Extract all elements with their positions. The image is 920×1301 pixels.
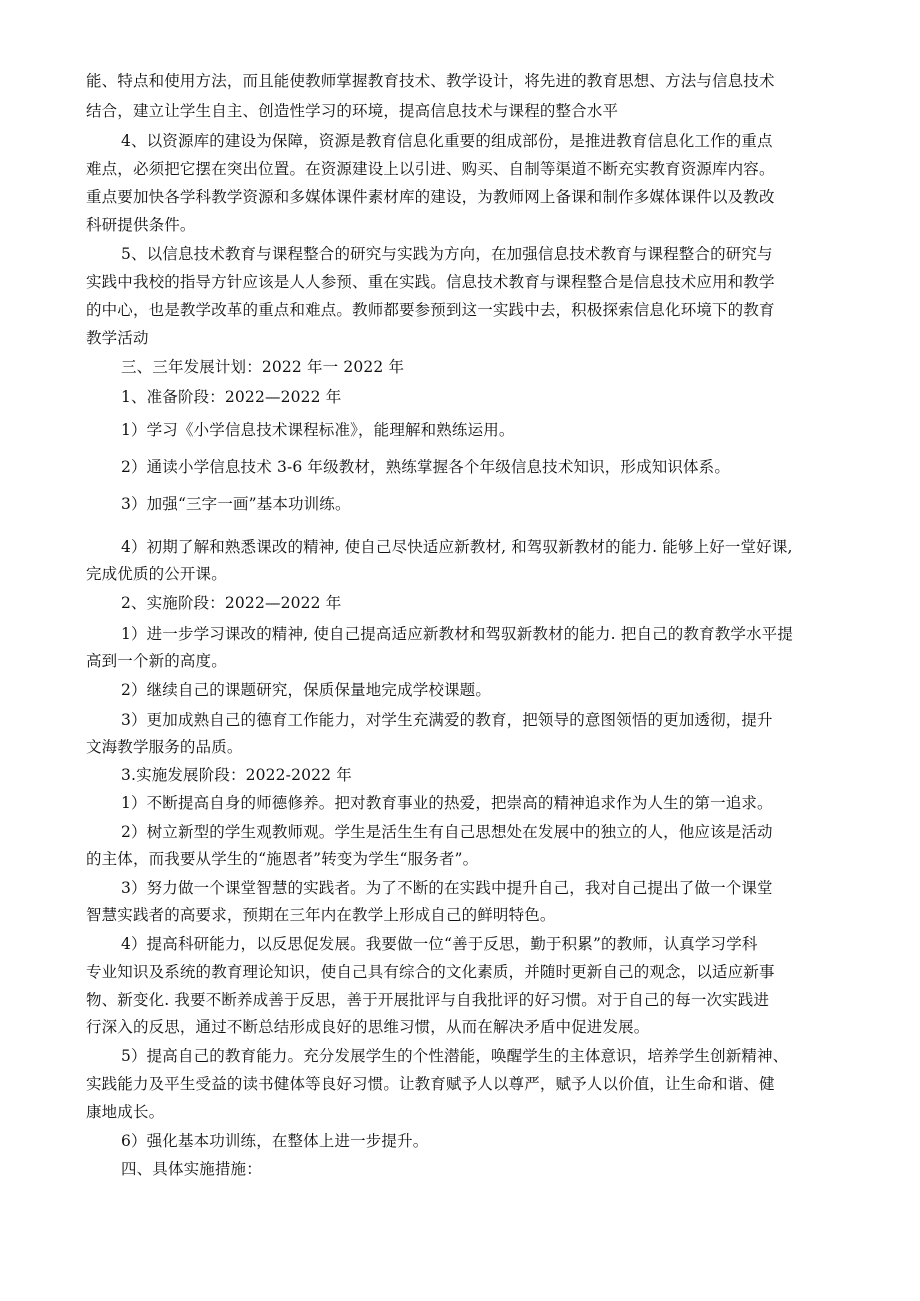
text-line: 2）树立新型的学生观教师观。学生是活生生有自己思想处在发展中的独立的人，他应该是活动 bbox=[121, 823, 773, 841]
text-line: 科研提供条件。 bbox=[86, 216, 196, 234]
text-line: 2）通读小学信息技术 3-6 年级教材，熟练掌握各个年级信息技术知识，形成知识体系。 bbox=[121, 458, 730, 476]
text-line: 结合，建立让学生自主、创造性学习的环境，提高信息技术与课程的整合水平 bbox=[86, 102, 619, 120]
text-line: 完成优质的公开课。 bbox=[86, 565, 227, 583]
text-line: 1）进一步学习课改的精神, 使自己提高适应新教材和驾驭新教材的能力. 把自己的教育教学水平提 bbox=[121, 625, 793, 643]
text-line: 4）初期了解和熟悉课改的精神, 使自己尽快适应新教材, 和驾驭新教材的能力. 能够上好一堂好课, bbox=[121, 538, 793, 556]
text-line: 教学活动 bbox=[86, 329, 149, 347]
text-line: 实践中我校的指导方针应该是人人参预、重在实践。信息技术教育与课程整合是信息技术应用和教学 bbox=[86, 273, 775, 291]
subsection-heading: 1、准备阶段：2022—2022 年 bbox=[121, 388, 342, 406]
text-line: 难点，必须把它摆在突出位置。在资源建设上以引进、购买、自制等渠道不断充实教育资源库内容。 bbox=[86, 160, 775, 178]
text-line: 实践能力及平生受益的读书健体等良好习惯。让教育赋予人以尊严，赋予人以价值，让生命和谐、健 bbox=[86, 1075, 775, 1093]
section-heading: 四、具体实施措施： bbox=[121, 1160, 262, 1178]
text-line: 智慧实践者的高要求，预期在三年内在教学上形成自己的鲜明特色。 bbox=[86, 906, 556, 924]
text-line: 专业知识及系统的教育理论知识，使自己具有综合的文化素质，并随时更新自己的观念，以适应新事 bbox=[86, 963, 775, 981]
text-line: 4、以资源库的建设为保障，资源是教育信息化重要的组成部份，是推进教育信息化工作的重点 bbox=[121, 132, 773, 150]
text-line: 5）提高自己的教育能力。充分发展学生的个性潜能，唤醒学生的主体意识，培养学生创新精神、 bbox=[121, 1047, 789, 1065]
text-line: 高到一个新的高度。 bbox=[86, 652, 227, 670]
text-line: 2）继续自己的课题研究，保质保量地完成学校课题。 bbox=[121, 681, 491, 699]
text-line: 3）更加成熟自己的德育工作能力，对学生充满爱的教育，把领导的意图领悟的更加透彻，提升 bbox=[121, 711, 773, 729]
text-line: 的主体，而我要从学生的“施恩者”转变为学生“服务者”。 bbox=[86, 850, 479, 868]
text-line: 行深入的反思，通过不断总结形成良好的思维习惯，从而在解决矛盾中促进发展。 bbox=[86, 1018, 650, 1036]
text-line: 5、以信息技术教育与课程整合的研究与实践为方向，在加强信息技术教育与课程整合的研究与 bbox=[121, 245, 773, 263]
subsection-heading: 3.实施发展阶段：2022-2022 年 bbox=[121, 766, 352, 784]
text-line: 1）学习《小学信息技术课程标准》，能理解和熟练运用。 bbox=[121, 421, 515, 439]
text-line: 4）提高科研能力，以反思促发展。我要做一位“善于反思，勤于积累”的教师，认真学习学科 bbox=[121, 935, 758, 953]
text-line: 物、新变化. 我要不断养成善于反思，善于开展批评与自我批评的好习惯。对于自己的每一次实践进 bbox=[86, 991, 770, 1009]
text-line: 重点要加快各学科教学资源和多媒体课件素材库的建设，为教师网上备课和制作多媒体课件以及教改 bbox=[86, 188, 775, 206]
text-line: 能、特点和使用方法，而且能使教师掌握教育技术、教学设计，将先进的教育思想、方法与信息技术 bbox=[86, 72, 775, 90]
text-line: 3）加强“三字一画”基本功训练。 bbox=[121, 495, 351, 513]
subsection-heading: 2、实施阶段：2022—2022 年 bbox=[121, 594, 342, 612]
text-line: 康地成长。 bbox=[86, 1103, 165, 1121]
text-line: 的中心，也是教学改革的重点和难点。教师都要参预到这一实践中去，积极探索信息化环境下的教育 bbox=[86, 301, 775, 319]
text-line: 1）不断提高自身的师德修养。把对教育事业的热爱，把崇高的精神追求作为人生的第一追求。 bbox=[121, 794, 773, 812]
text-line: 6）强化基本功训练，在整体上进一步提升。 bbox=[121, 1132, 429, 1150]
section-heading: 三、三年发展计划：2022 年一 2022 年 bbox=[121, 358, 405, 376]
text-line: 3）努力做一个课堂智慧的实践者。为了不断的在实践中提升自己，我对自己提出了做一个课堂 bbox=[121, 879, 773, 897]
text-line: 文海教学服务的品质。 bbox=[86, 738, 243, 756]
